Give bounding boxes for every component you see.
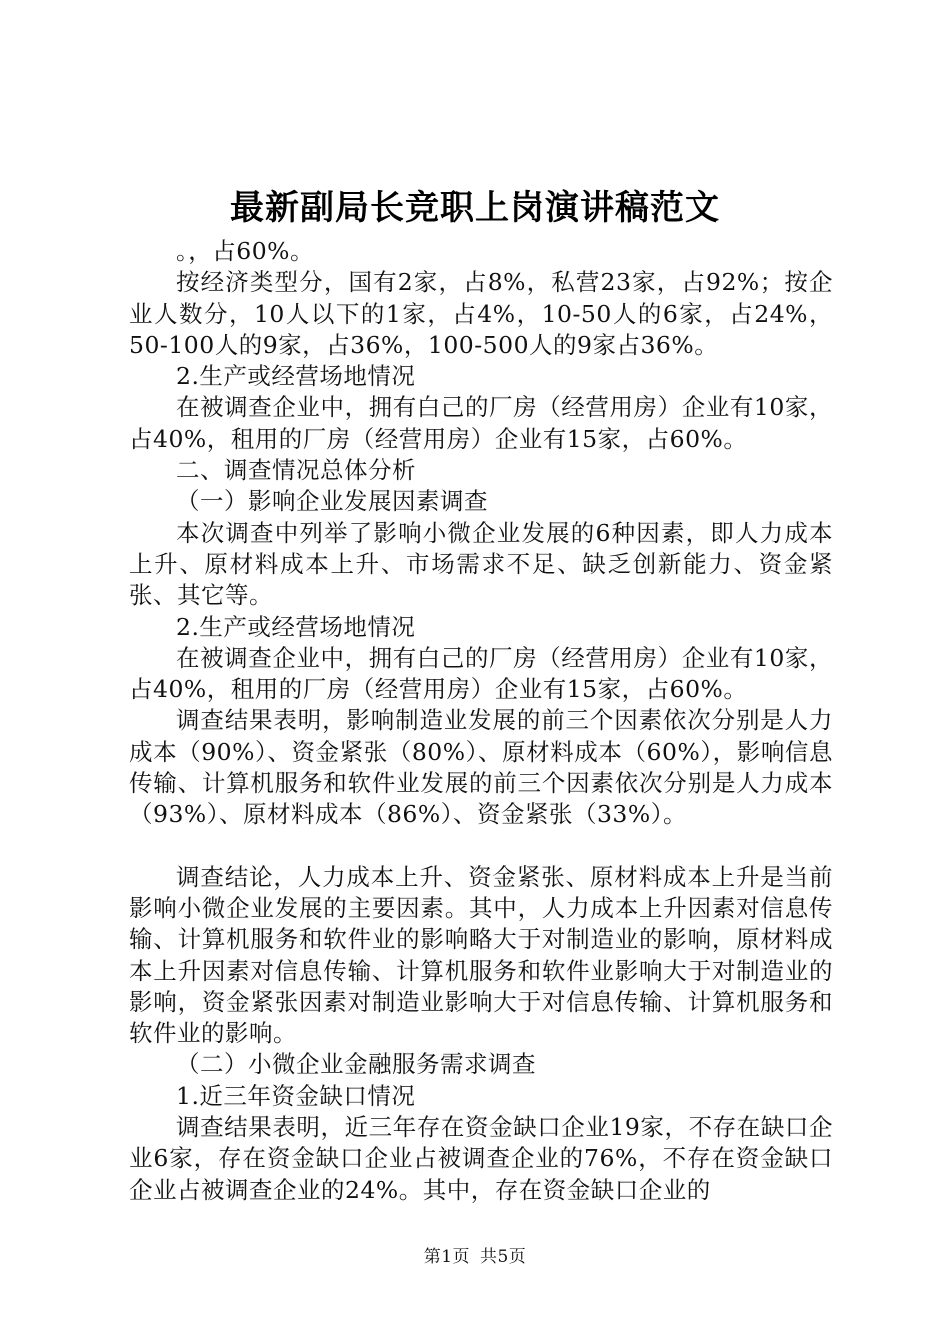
paragraph: 在被调查企业中，拥有白己的厂房（经营用房）企业有10家，占40%，租用的厂房（经营用房）企业有15家，占60%。: [129, 393, 833, 453]
section-heading: 2.生产或经营场地情况: [176, 362, 416, 391]
paragraph: 本次调查中列举了影响小微企业发展的6种因素，即人力成本上升、原材料成本上升、市场需求不足、缺乏创新能力、资金紧张、其它等。: [129, 518, 833, 610]
section-heading: （一）影响企业发展因素调查: [176, 487, 488, 516]
paragraph: 调查结果表明，近三年存在资金缺口企业19家，不存在缺口企业6家，存在资金缺口企业占被调查企业的76%，不存在资金缺口企业占被调查企业的24%。其中，存在资金缺口企业的: [129, 1113, 833, 1204]
section-heading: （二）小微企业金融服务需求调查: [176, 1050, 536, 1079]
paragraph: 。，占60%。: [176, 237, 314, 265]
document-body: [129, 236, 833, 1206]
paragraph: 按经济类型分，国有2家，占8%，私营23家，占92%；按企业人数分，10人以下的1家，占4%，10-50人的6家，占24%，50-100人的9家，占36%，100-500人的9家占36%。: [129, 268, 833, 359]
paragraph: 调查结果表明，影响制造业发展的前三个因素依次分别是人力成本（90%）、资金紧张（80%）、原材料成本（60%），影响信息传输、计算机服务和软件业发展的前三个因素依次分别是人力成本（93%）、原材料成本（86%）、资金紧张（33%）。: [129, 706, 833, 829]
section-heading: 二、调查情况总体分析: [176, 456, 416, 485]
paragraph-spacer: [129, 831, 833, 862]
document-title: 最新副局长竞职上岗演讲稿范文: [230, 188, 720, 228]
section-heading: 1.近三年资金缺口情况: [176, 1081, 416, 1110]
page-total: 共5页: [479, 1247, 527, 1267]
paragraph: 在被调查企业中，拥有白己的厂房（经营用房）企业有10家，占40%，租用的厂房（经营用房）企业有15家，占60%。: [129, 643, 833, 704]
page-number: 第1页: [423, 1247, 471, 1267]
section-heading: 2.生产或经营场地情况: [176, 612, 416, 641]
page-footer: [0, 1242, 950, 1267]
paragraph: 调查结论，人力成本上升、资金紧张、原材料成本上升是当前影响小微企业发展的主要因素。其中，人力成本上升因素对信息传输、计算机服务和软件业的影响略大于对制造业的影响，原材料成本上升因素对信息传输、计算机服务和软件业影响大于对制造业的影响，资金紧张因素对制造业影响大于对信息传输、计算机服务和软件业的影响。: [129, 862, 833, 1048]
